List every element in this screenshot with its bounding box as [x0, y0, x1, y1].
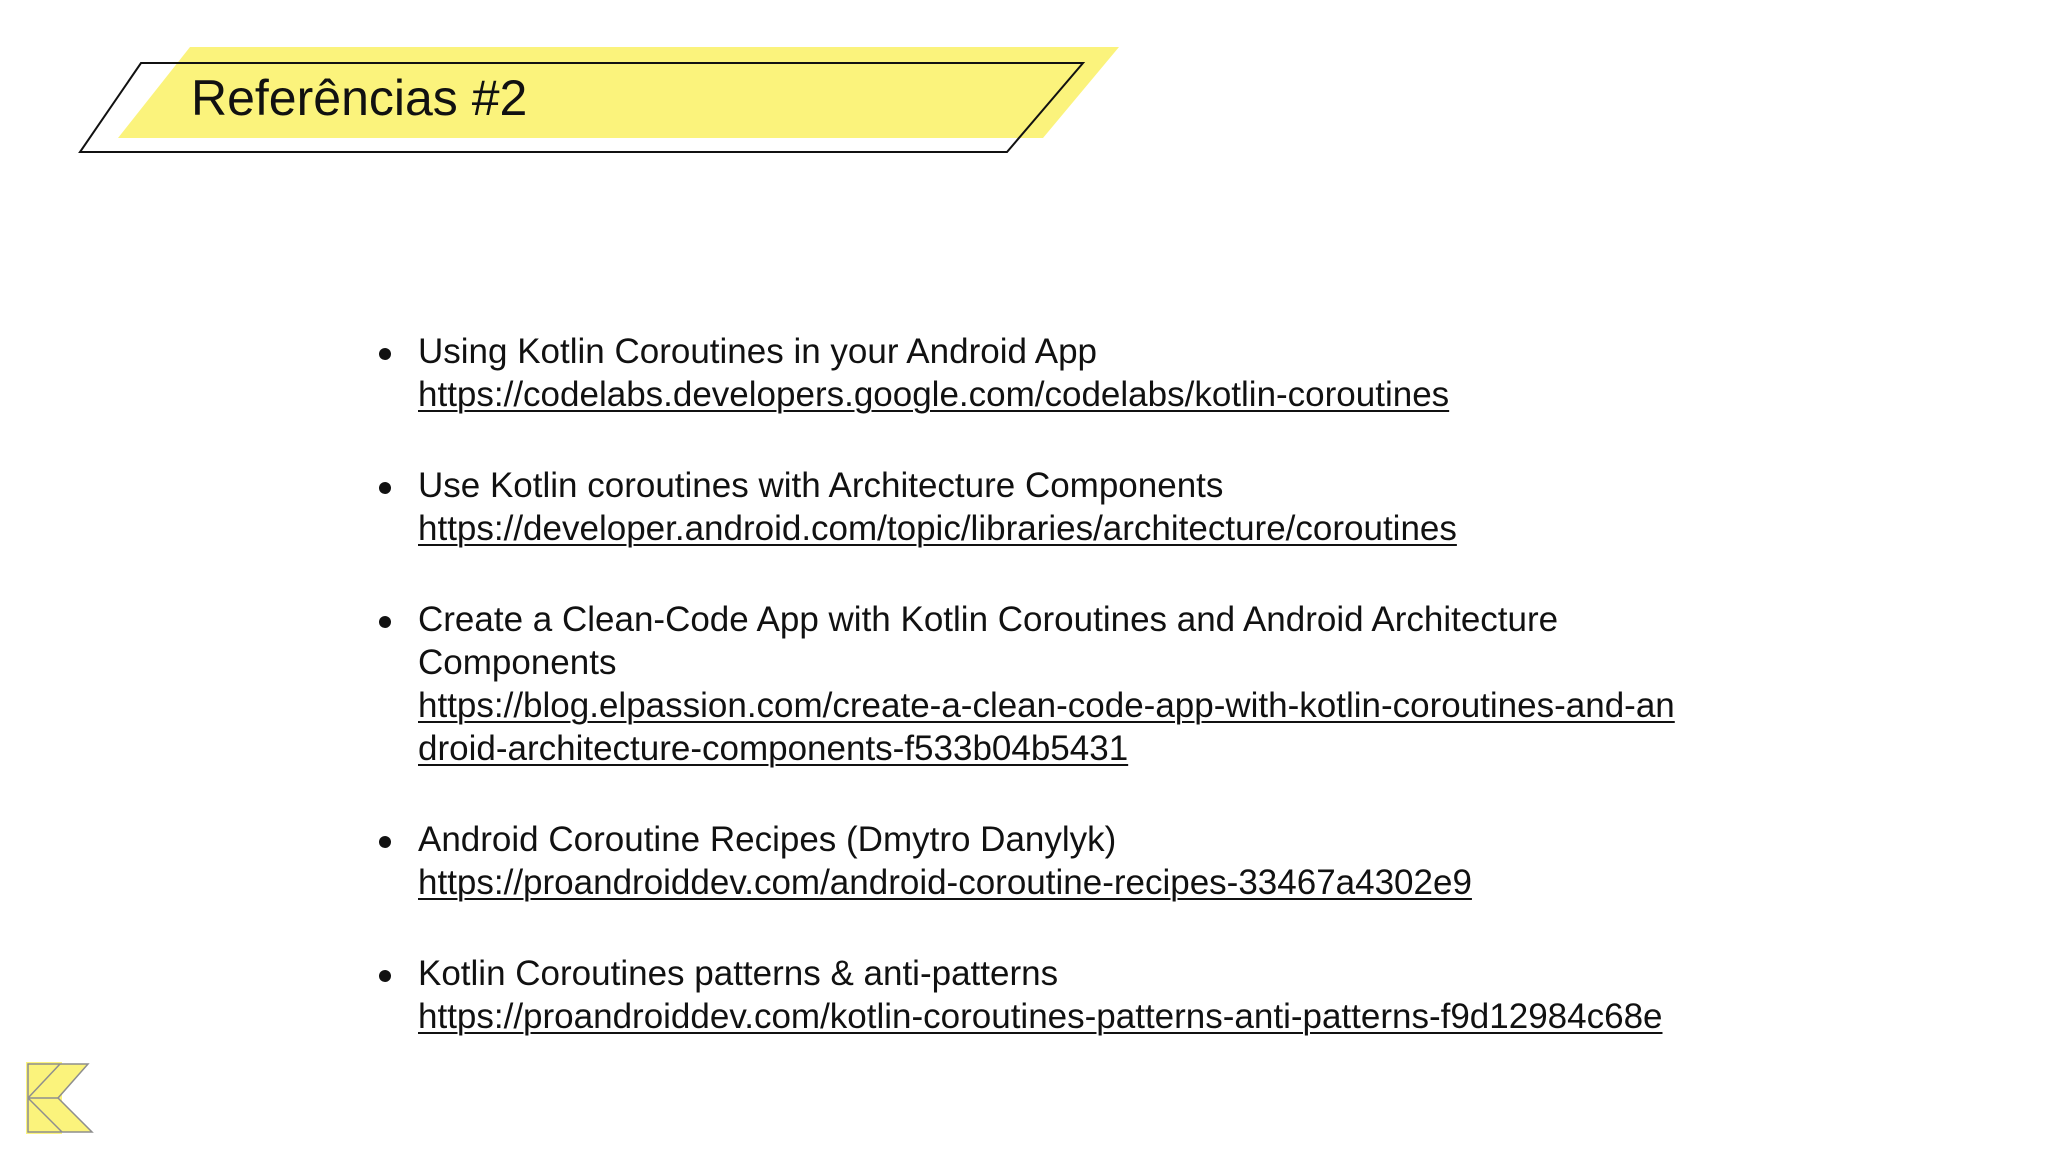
reference-item-1	[375, 330, 1775, 416]
kotlin-k-logo-icon	[26, 1062, 98, 1134]
reference-link-4[interactable]: https://proandroiddev.com/android-coroutine-recipes-33467a4302e9	[418, 863, 1472, 902]
reference-title-5: Kotlin Coroutines patterns & anti-patterns	[418, 954, 1059, 993]
reference-item-5	[375, 952, 1775, 1038]
reference-item-4	[375, 818, 1775, 904]
reference-item-2	[375, 464, 1775, 550]
reference-link-5[interactable]: https://proandroiddev.com/kotlin-coroutines-patterns-anti-patterns-f9d12984c68e	[418, 997, 1663, 1036]
reference-title-4: Android Coroutine Recipes (Dmytro Danylyk)	[418, 820, 1117, 859]
references-list	[375, 330, 1775, 1086]
bullet-icon	[379, 616, 391, 628]
bullet-icon	[379, 348, 391, 360]
page-title: Referências #2	[191, 70, 528, 126]
reference-link-3[interactable]: https://blog.elpassion.com/create-a-clean-code-app-with-kotlin-coroutines-and-android-architecture-components-f533b04b5431	[418, 686, 1675, 768]
reference-title-1: Using Kotlin Coroutines in your Android App	[418, 332, 1098, 371]
reference-link-2[interactable]: https://developer.android.com/topic/libraries/architecture/coroutines	[418, 509, 1457, 548]
title-banner	[0, 0, 1140, 170]
reference-item-3	[375, 598, 1775, 770]
bullet-icon	[379, 970, 391, 982]
reference-link-1[interactable]: https://codelabs.developers.google.com/codelabs/kotlin-coroutines	[418, 375, 1450, 414]
reference-title-3: Create a Clean-Code App with Kotlin Coroutines and Android Architecture Components	[418, 600, 1559, 682]
bullet-icon	[379, 482, 391, 494]
reference-title-2: Use Kotlin coroutines with Architecture Components	[418, 466, 1224, 505]
bullet-icon	[379, 836, 391, 848]
